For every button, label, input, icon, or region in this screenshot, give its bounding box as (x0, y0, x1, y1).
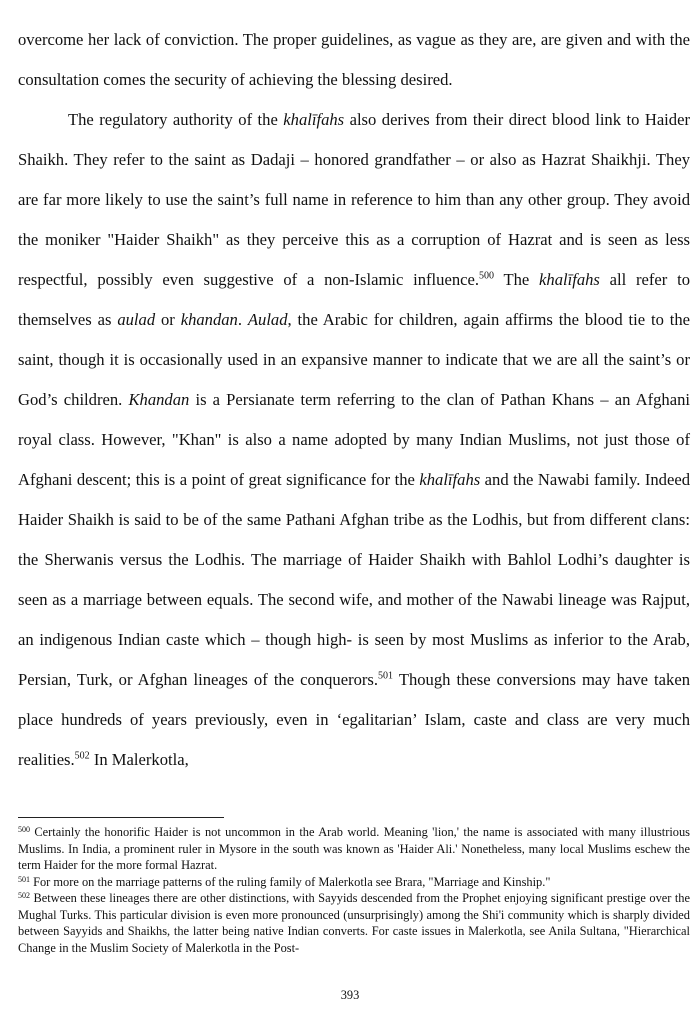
footnote-ref-500[interactable]: 500 (479, 270, 494, 282)
footnote-text: For more on the marriage patterns of the ruling family of Malerkotla see Brara, "Marriage and Kinship." (30, 874, 551, 889)
footnote-text: Between these lineages there are other distinctions, with Sayyids descended from the Prophet enjoying significant prestige over the Mughal Turks. This particular division is even more pronounced (unsurprisingly) among the Shi'i community which is sharply divided between Sayyids and Shaikhs, the latter being native Indian converts. For caste issues in Malerkotla, see Anila Sultana, "Hierarchical Change in the Muslim Society of Malerkotla in the Post- (18, 891, 690, 955)
footnote-number: 500 (18, 825, 30, 834)
paragraph-continued: overcome her lack of conviction. The proper guidelines, as vague as they are, are given and with the consultation comes the security of achieving the blessing desired. (18, 30, 690, 89)
footnote-number: 501 (18, 874, 30, 884)
paragraph-regulatory-authority: The regulatory authority of the khalīfahs also derives from their direct blood link to Haider Shaikh. They refer to the saint as Dadaji – honored grandfather – or also as Hazrat Shaikhji. They are far more likely to use the saint’s full name in reference to him than any other group. They avoid the moniker "Haider Shaikh" as they perceive this as a corruption of Hazrat and is seen as less respectful, possibly even suggestive of a non-Islamic influence.$^{500}$ The khalīfahs all refer to themselves as aulad or khandan. Aulad, the Arabic for children, again affirms the blood tie to the saint, though it is occasionally used in an expansive manner to indicate that we are all the saint’s or God’s children. Khandan is a Persianate term referring to the clan of Pathan Khans – an Afghani royal class. However, "Khan" is also a name adopted by many Indian Muslims, not just those of Afghani descent; this is a point of great significance for the khalīfahs and the Nawabi family. Indeed Haider Shaikh is said to be of the same Pathani Afghan tribe as the Lodhis, but from different clans: the Sherwanis versus the Lodhis. The marriage of Haider Shaikh with Bahlol Lodhi’s daughter is seen as a marriage between equals. The second wife, and mother of the Nawabi lineage was Rajput, an indigenous Indian caste which – though high- is seen by most Muslims as inferior to the Arab, Persian, Turk, or Afghan lineages of the conquerors.$^{501}$ Though these conversions may have taken place hundreds of years previously, even in ‘egalitarian’ Islam, caste and class are very much realities.$^{502}$ In Malerkotla, (18, 110, 691, 769)
footnote-ref-501[interactable]: 501 (378, 670, 394, 682)
footnote-ref-502[interactable]: 502 (74, 750, 90, 762)
page-number: 393 (340, 988, 360, 1002)
body-text (18, 20, 690, 780)
footnote-number: 502 (18, 891, 30, 900)
footnote-501 (18, 874, 690, 891)
footnotes (18, 824, 690, 956)
footnote-text: Certainly the honorific Haider is not uncommon in the Arab world. Meaning 'lion,' the name is associated with many illustrious Muslims. In India, a prominent ruler in Mysore in the south was known as 'Haider Ali.' Nonetheless, many local Muslims eschew the term Haider for the more formal Hazrat. (18, 825, 690, 872)
footnote-separator (18, 817, 224, 818)
footnote-500 (18, 824, 690, 874)
footnote-502 (18, 890, 690, 956)
